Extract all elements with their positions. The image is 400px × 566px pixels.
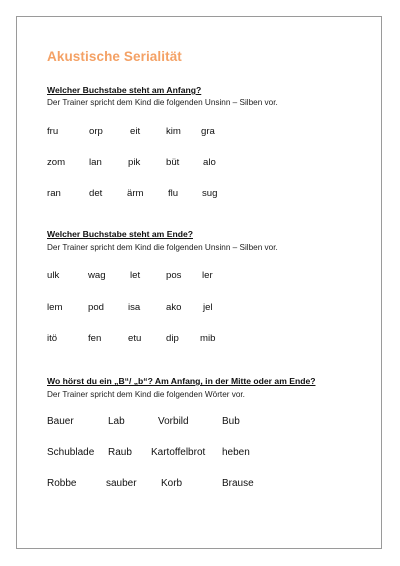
word: Robbe (47, 478, 77, 489)
worksheet-page (16, 16, 382, 549)
word: Vorbild (158, 416, 189, 427)
syllable: ler (202, 270, 213, 281)
syllable: jel (203, 302, 213, 313)
section-2-instruction: Der Trainer spricht dem Kind die folgenden Unsinn – Silben vor. (47, 243, 278, 252)
syllable: pod (88, 302, 105, 313)
syllable: pik (128, 157, 141, 168)
syllable: isa (128, 302, 141, 313)
section-1-instruction: Der Trainer spricht dem Kind die folgenden Unsinn – Silben vor. (47, 98, 278, 107)
syllable: fru (47, 126, 59, 137)
syllable: büt (166, 157, 180, 168)
word: Raub (108, 447, 132, 458)
syllable: ako (166, 302, 182, 313)
section-3-question: Wo hörst du ein „B“/ „b“? Am Anfang, in der Mitte oder am Ende? (47, 376, 316, 386)
section-1-question: Welcher Buchstabe steht am Anfang? (47, 85, 202, 95)
word: Brause (222, 478, 254, 489)
syllable: lem (47, 302, 63, 313)
syllable: fen (88, 333, 102, 344)
syllable: mib (200, 333, 216, 344)
word: Korb (161, 478, 183, 489)
syllable: sug (202, 188, 218, 199)
syllable: eit (130, 126, 141, 137)
syllable: gra (201, 126, 215, 137)
syllable: lan (89, 157, 102, 168)
word: Lab (108, 416, 125, 427)
syllable: pos (166, 270, 182, 281)
syllable: itö (47, 333, 58, 344)
syllable: let (130, 270, 141, 281)
syllable: dip (166, 333, 179, 344)
syllable: flu (168, 188, 179, 199)
word: Kartoffelbrot (151, 447, 206, 458)
syllable: alo (203, 157, 216, 168)
section-3-instruction: Der Trainer spricht dem Kind die folgenden Wörter vor. (47, 390, 245, 399)
syllable: ärm (127, 188, 144, 199)
word: heben (222, 447, 250, 458)
syllable: orp (89, 126, 103, 137)
syllable: ulk (47, 270, 60, 281)
word: Bauer (47, 416, 74, 427)
word: Bub (222, 416, 240, 427)
page-title: Akustische Serialität (47, 49, 182, 64)
syllable: det (89, 188, 103, 199)
syllable: wag (88, 270, 106, 281)
section-2-question: Welcher Buchstabe steht am Ende? (47, 229, 193, 239)
syllable: zom (47, 157, 66, 168)
syllable: ran (47, 188, 61, 199)
syllable: kim (166, 126, 181, 137)
syllable: etu (128, 333, 142, 344)
word: Schublade (47, 447, 95, 458)
word: sauber (106, 478, 137, 489)
